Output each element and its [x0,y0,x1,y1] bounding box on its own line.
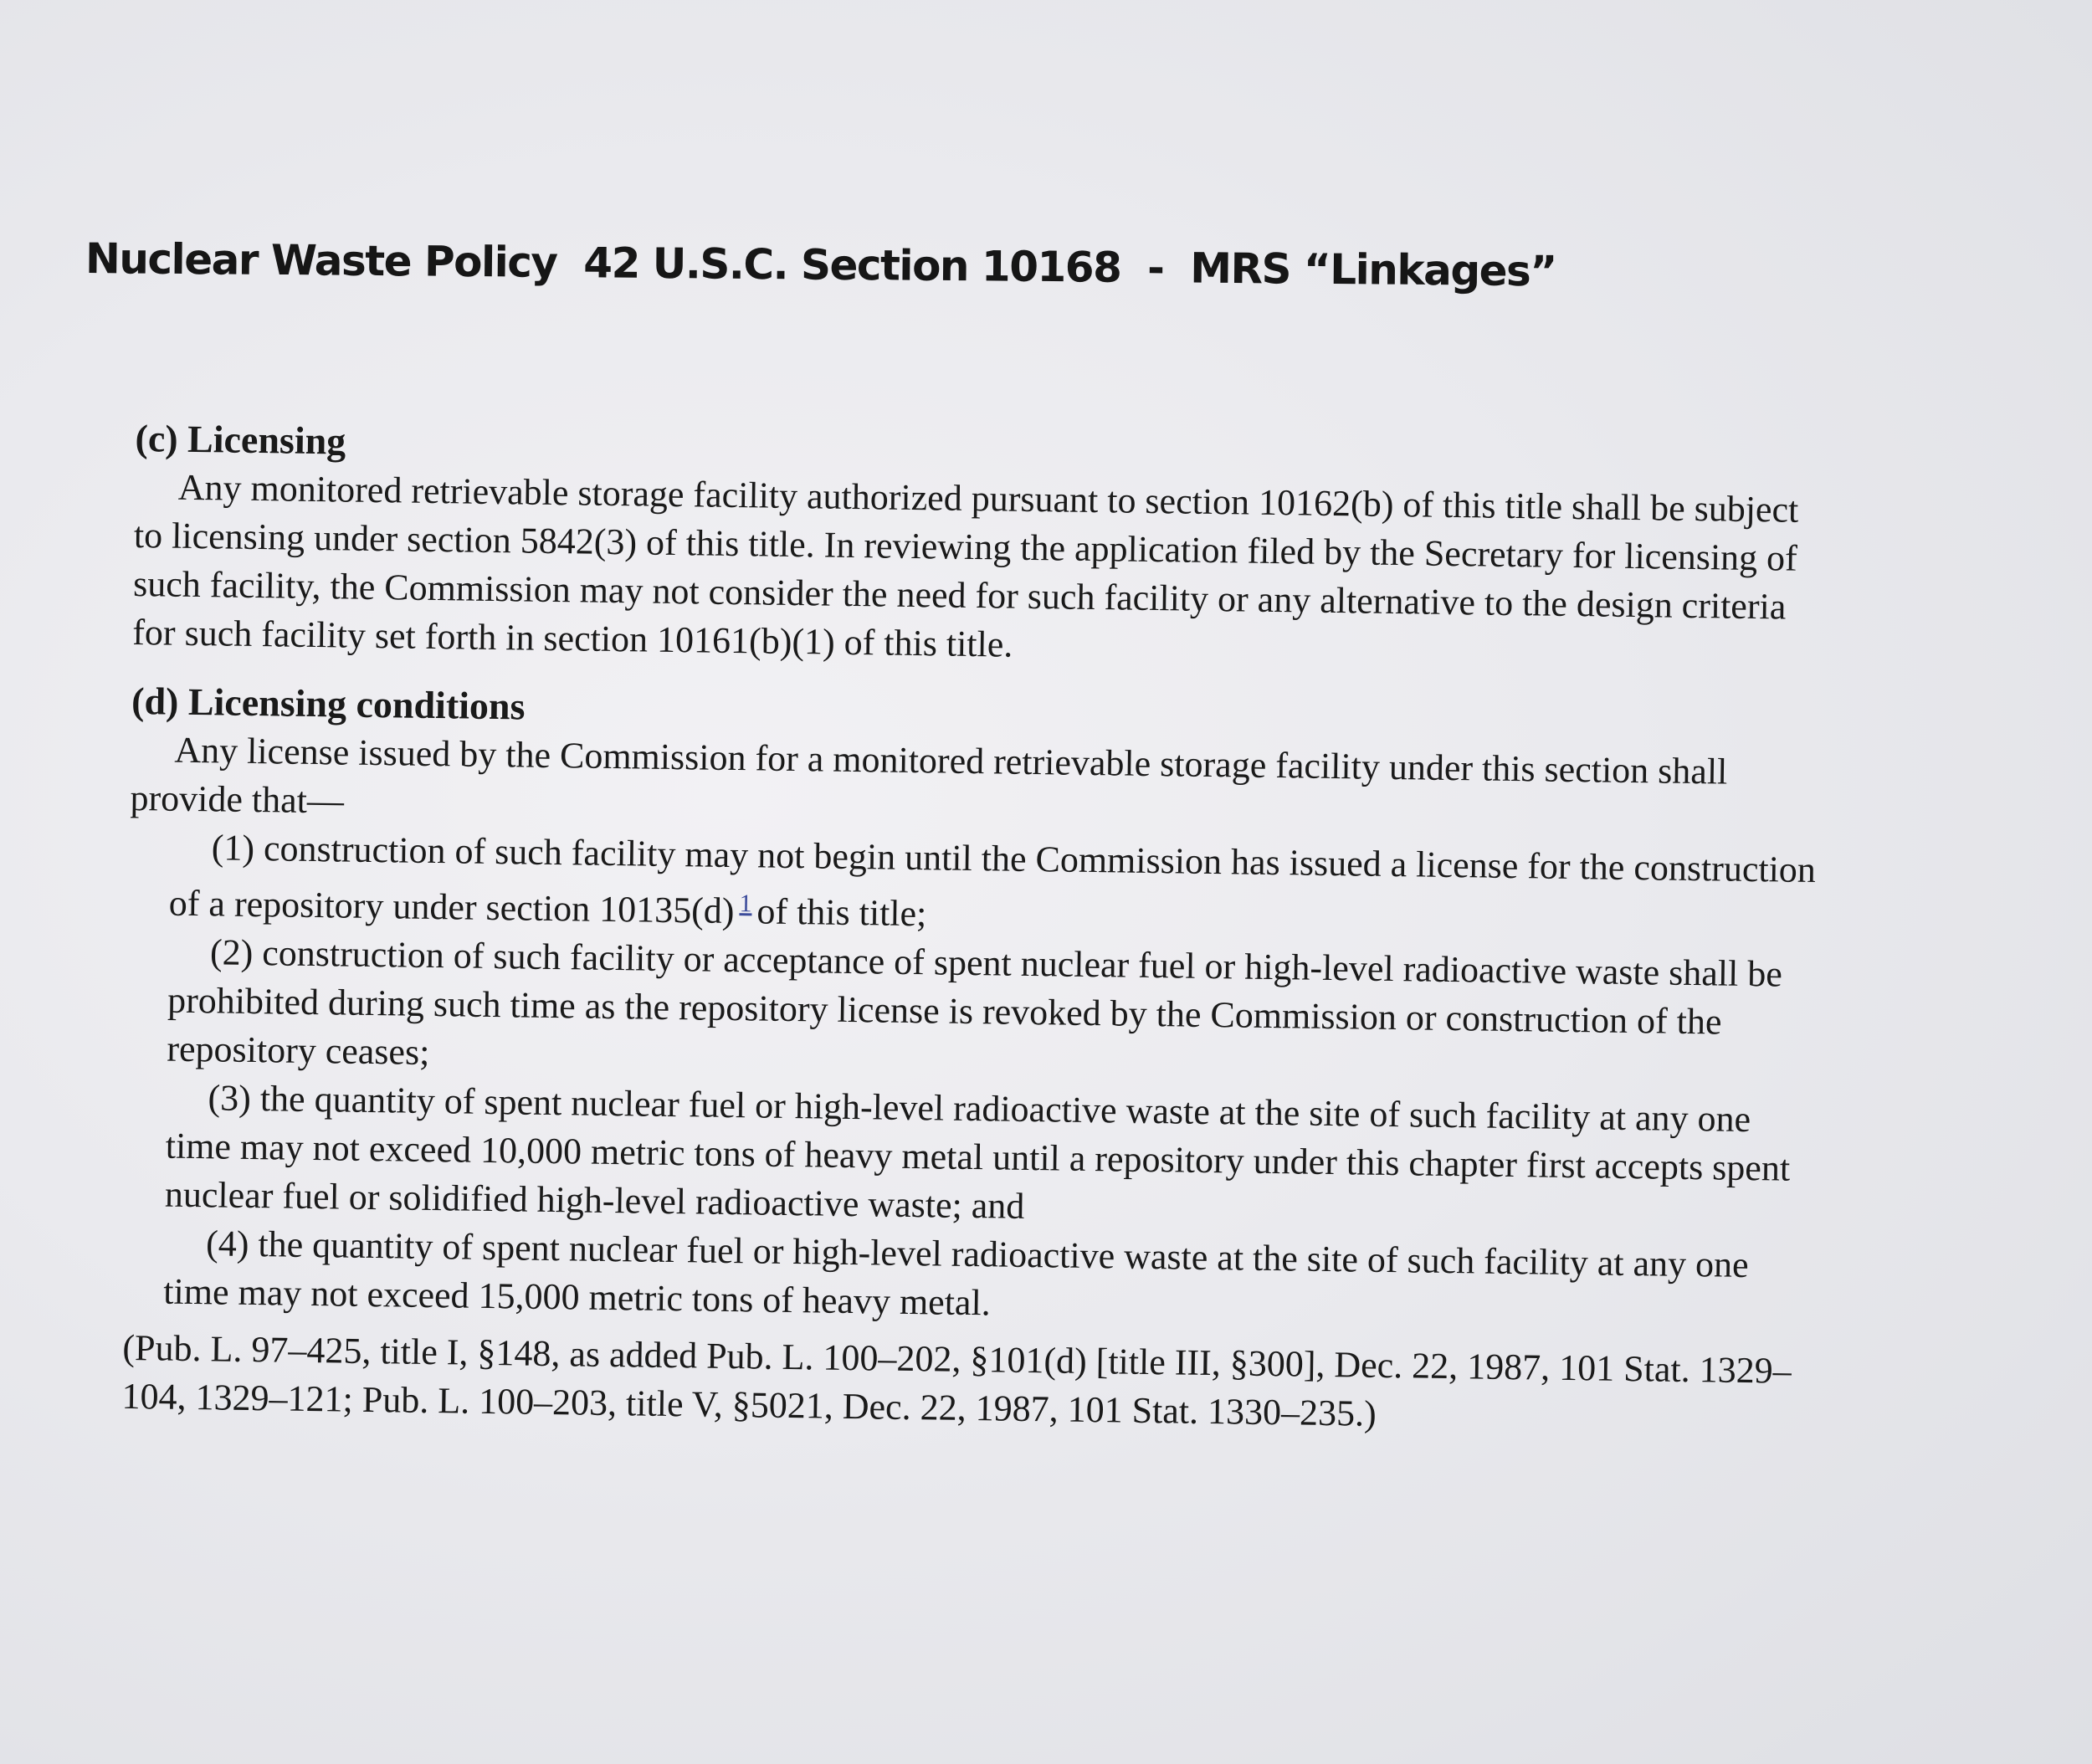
statute-text [121,414,1826,1444]
condition-1-tail: of this title; [756,890,927,935]
source-citation: (Pub. L. 97–425, title I, §148, as added Pub. L. 100–202, §101(d) [title III, §300], Dec. 22, 1987, 101 Stat. 1329–104, 1329–121; Pub. L. 100–203, title V, §5021, Dec. 22, 1987, 101 Stat. 1330–235.) [121,1326,1792,1434]
section-c-heading: (c) Licensing [135,416,346,463]
section-c-text: Any monitored retrievable storage facility authorized pursuant to section 10162(b) of this title shall be subject to licensing under section 5842(3) of this title. In reviewing the application filed by the Secretary for licensing of such facility, the Commission may not consider the need for such facility or any alternative to the design criteria for such facility set forth in section 10161(b)(1) of this title. [132,466,1799,665]
footnote-link[interactable]: 1 [739,890,752,918]
condition-item-3: (3) the quantity of spent nuclear fuel or high-level radioactive waste at the site of such facility at any one time may not exceed 10,000 metric tons of heavy metal until a repository under this chapter first accepts spent nuclear fuel or solidified high-level radioactive waste; and [164,1077,1791,1227]
section-d-intro: Any license issued by the Commission for a monitored retrievable storage facility under this section shall provide that— [130,729,1728,822]
condition-1-text: (1) construction of such facility may not begin until the Commission has issued a license for the construction of a repository under section 10135(d) [168,827,1817,932]
section-d-heading: (d) Licensing conditions [131,679,526,728]
condition-item-4: (4) the quantity of spent nuclear fuel or high-level radioactive waste at the site of such facility at any one time may not exceed 15,000 metric tons of heavy metal. [163,1223,1750,1324]
document-title: Nuclear Waste Policy 42 U.S.C. Section 10168 - MRS “Linkages” [85,234,1556,296]
conditions-list [123,823,1820,1339]
condition-item-2: (2) construction of such facility or acceptance of spent nuclear fuel or high-level radioactive waste shall be prohibited during such time as the repository license is revoked by the Commission or construction of the repository ceases; [167,931,1783,1073]
